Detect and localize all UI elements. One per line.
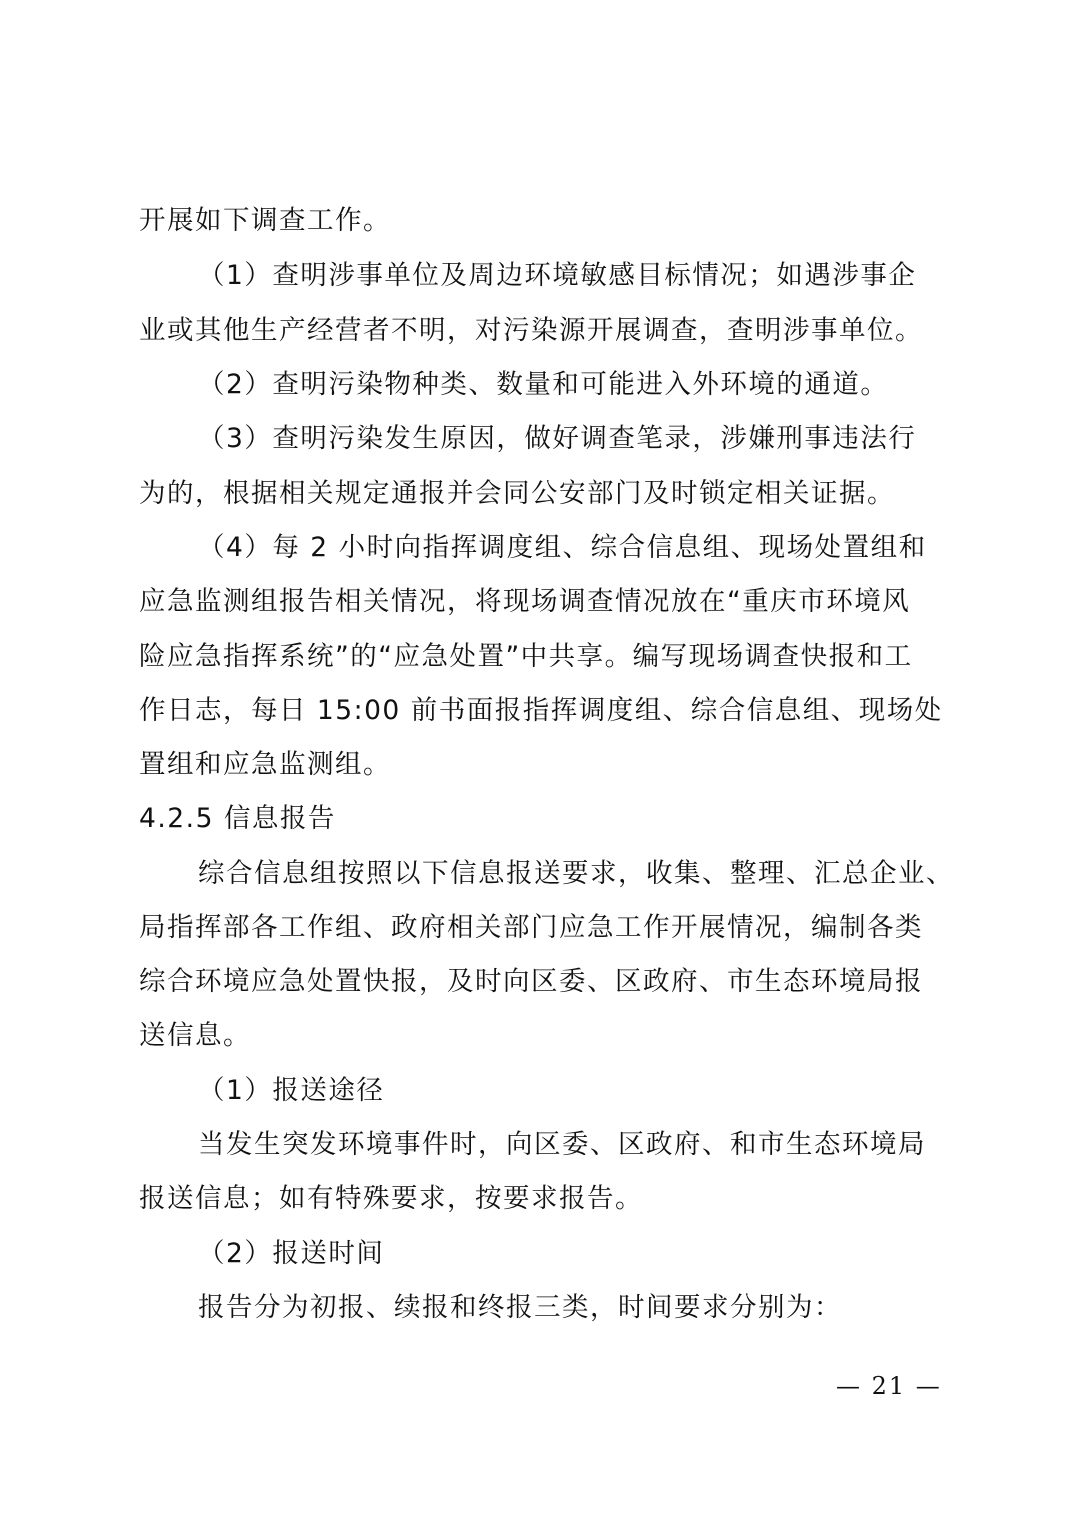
list-item-line: （1）查明涉事单位及周边环境敏感目标情况；如遇涉事企	[198, 260, 917, 291]
paragraph-line: 为的，根据相关规定通报并会同公安部门及时锁定相关证据。	[139, 478, 895, 509]
paragraph-line: 报告分为初报、续报和终报三类，时间要求分别为：	[198, 1292, 842, 1323]
page-number: — 21 —	[836, 1372, 942, 1400]
paragraph-line: 局指挥部各工作组、政府相关部门应急工作开展情况，编制各类	[139, 912, 923, 943]
paragraph-line: 应急监测组报告相关情况，将现场调查情况放在“重庆市环境风	[139, 586, 911, 617]
paragraph-line: 险应急指挥系统”的“应急处置”中共享。编写现场调查快报和工	[139, 641, 913, 672]
paragraph-line: 综合环境应急处置快报，及时向区委、区政府、市生态环境局报	[139, 966, 923, 997]
paragraph-line: 报送信息；如有特殊要求，按要求报告。	[139, 1183, 643, 1214]
paragraph-line: 综合信息组按照以下信息报送要求，收集、整理、汇总企业、	[198, 858, 954, 889]
paragraph-line: 作日志，每日 15:00 前书面报指挥调度组、综合信息组、现场处	[139, 695, 943, 726]
paragraph-line: 当发生突发环境事件时，向区委、区政府、和市生态环境局	[198, 1129, 926, 1160]
subheading: （1）报送途径	[198, 1075, 385, 1106]
subheading: （2）报送时间	[198, 1238, 385, 1269]
list-item-line: （3）查明污染发生原因，做好调查笔录，涉嫌刑事违法行	[198, 423, 917, 454]
paragraph-line: 业或其他生产经营者不明，对污染源开展调查，查明涉事单位。	[139, 315, 923, 346]
list-item-line: （4）每 2 小时向指挥调度组、综合信息组、现场处置组和	[198, 532, 927, 563]
list-item-line: （2）查明污染物种类、数量和可能进入外环境的通道。	[198, 369, 889, 400]
paragraph-line: 送信息。	[139, 1020, 251, 1051]
paragraph-line: 开展如下调查工作。	[139, 205, 391, 236]
paragraph-line: 置组和应急监测组。	[139, 749, 391, 780]
section-heading: 4.2.5 信息报告	[139, 803, 336, 834]
